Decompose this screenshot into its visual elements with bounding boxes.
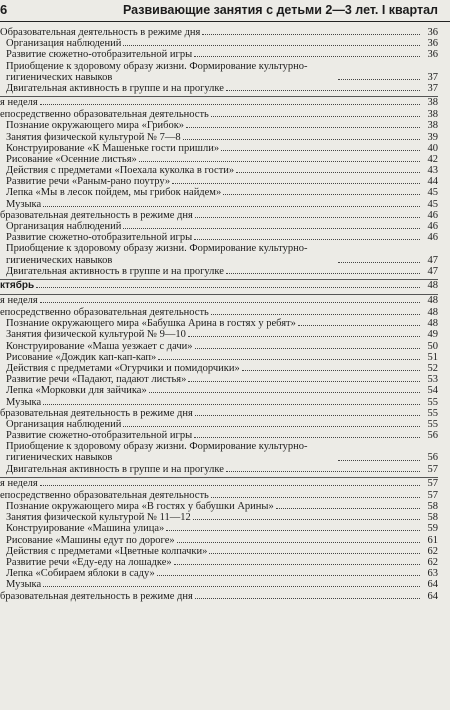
toc-entry-title: бразовательная деятельность в режиме дня xyxy=(0,407,193,419)
toc-entry xyxy=(0,523,438,534)
toc-entry-page: 55 xyxy=(427,396,438,408)
dot-leader xyxy=(157,575,420,576)
toc-entry xyxy=(0,318,438,329)
dot-leader xyxy=(194,56,420,57)
toc-entry xyxy=(0,266,438,277)
toc-entry xyxy=(0,61,438,83)
toc-entry-page: 37 xyxy=(427,82,438,94)
toc-entry-title: Конструирование «К Машеньке гости пришли» xyxy=(6,142,220,154)
toc-entry-title: Занятия физической культурой № 9—10 xyxy=(6,329,186,341)
toc-entry-title: Развитие речи «Раным-рано поутру» xyxy=(6,176,171,188)
toc-entry xyxy=(0,329,438,340)
toc-entry-title: Развитие сюжетно-отобразительной игры xyxy=(6,430,193,442)
toc-entry-page: 55 xyxy=(427,407,438,419)
toc-entry-page: 46 xyxy=(427,221,438,233)
toc-entry xyxy=(0,374,438,385)
dot-leader xyxy=(193,519,420,520)
toc-entry-title: Лепка «Мы в лесок пойдем, мы грибок найдем» xyxy=(6,187,222,199)
toc-entry-page: 57 xyxy=(427,463,438,475)
dot-leader xyxy=(194,437,420,438)
dot-leader xyxy=(40,302,420,303)
toc-entry-title: Действия с предметами «Огурчики и помидорчики» xyxy=(6,362,240,374)
toc-entry xyxy=(0,568,438,579)
dot-leader xyxy=(338,79,420,80)
dot-leader xyxy=(43,586,420,587)
toc-entry-title: Музыка xyxy=(6,396,42,408)
toc-entry-page: 58 xyxy=(427,501,438,513)
dot-leader xyxy=(236,172,420,173)
toc-entry-title: Приобщение к здоровому образу жизни. Формирование культурно-гигиенических навыков xyxy=(6,441,308,464)
toc-entry xyxy=(0,535,438,546)
toc-entry-title: Развитие сюжетно-отобразительной игры xyxy=(6,49,193,61)
toc-entry-page: 48 xyxy=(427,280,438,291)
toc-entry-title: бразовательная деятельность в режиме дня xyxy=(0,590,193,602)
toc-entry xyxy=(0,397,438,408)
toc-entry xyxy=(0,27,438,38)
dot-leader xyxy=(211,314,420,315)
toc-entry-title: епосредственно образовательная деятельность xyxy=(0,109,209,121)
dot-leader xyxy=(338,460,420,461)
dot-leader xyxy=(209,553,420,554)
toc-entry xyxy=(0,279,438,292)
toc-entry xyxy=(0,96,438,109)
dot-leader xyxy=(202,34,420,35)
running-title: Развивающие занятия с детьми 2—3 лет. I квартал xyxy=(122,3,438,17)
dot-leader xyxy=(188,336,420,337)
toc-entry-title: Конструирование «Маша уезжает с дачи» xyxy=(6,340,193,352)
toc-entry-title: я неделя xyxy=(0,295,38,306)
toc-entry-title: Лепка «Морковки для зайчика» xyxy=(6,385,147,397)
toc-entry-page: 36 xyxy=(427,27,438,38)
toc-entry-page: 47 xyxy=(427,254,438,266)
toc-entry xyxy=(0,477,438,490)
toc-entry-title: Организация наблюдений xyxy=(6,418,122,430)
toc-entry-title: Приобщение к здоровому образу жизни. Формирование культурно-гигиенических навыков xyxy=(6,243,308,266)
toc-entry-title: Познание окружающего мира «Грибок» xyxy=(6,120,185,132)
toc-entry-page: 61 xyxy=(427,534,438,546)
toc-entry xyxy=(0,38,438,49)
toc-entry xyxy=(0,341,438,352)
toc-entry xyxy=(0,187,438,198)
toc-entry-page: 53 xyxy=(427,374,438,386)
dot-leader xyxy=(40,485,420,486)
toc-entry-page: 38 xyxy=(427,120,438,132)
dot-leader xyxy=(298,325,420,326)
toc-entry-page: 48 xyxy=(427,307,438,318)
dot-leader xyxy=(174,564,420,565)
toc-entry-page: 64 xyxy=(427,590,438,602)
toc-entry-page: 57 xyxy=(427,477,438,489)
toc-entry xyxy=(0,154,438,165)
toc-entry-page: 46 xyxy=(427,209,438,221)
toc-entry-title: ктябрь xyxy=(0,280,35,291)
dot-leader xyxy=(276,508,420,509)
toc-entry-page: 54 xyxy=(427,385,438,397)
dot-leader xyxy=(123,228,420,229)
dot-leader xyxy=(226,471,420,472)
toc-entry xyxy=(0,419,438,430)
toc-entry-page: 49 xyxy=(427,329,438,341)
toc-entry-page: 64 xyxy=(427,579,438,591)
toc-entry-title: Организация наблюдений xyxy=(6,38,122,50)
dot-leader xyxy=(211,116,420,117)
toc-entry-title: Действия с предметами «Поехала куколка в гости» xyxy=(6,165,235,177)
toc-entry-page: 63 xyxy=(427,568,438,580)
toc-entry xyxy=(0,165,438,176)
toc-entry xyxy=(0,307,438,318)
toc-entry-page: 59 xyxy=(427,523,438,535)
toc-entry-page: 52 xyxy=(427,362,438,374)
page-number: 6 xyxy=(0,2,8,17)
dot-leader xyxy=(221,150,420,151)
toc-entry-title: Музыка xyxy=(6,198,42,210)
toc-entry-title: Двигательная активность в группе и на прогулке xyxy=(6,463,224,475)
toc-entry xyxy=(0,557,438,568)
toc-entry-page: 51 xyxy=(427,351,438,363)
toc-entry-page: 36 xyxy=(427,38,438,50)
toc-entry-page: 48 xyxy=(427,318,438,330)
toc-entry xyxy=(0,210,438,221)
toc-entry xyxy=(0,221,438,232)
toc-entry-page: 40 xyxy=(427,142,438,154)
toc-entry xyxy=(0,143,438,154)
toc-entry-title: Познание окружающего мира «Бабушка Арина в гостях у ребят» xyxy=(6,318,296,330)
dot-leader xyxy=(43,206,420,207)
dot-leader xyxy=(226,273,420,274)
toc-entry-page: 45 xyxy=(427,198,438,210)
toc-entry xyxy=(0,199,438,210)
toc-entry-title: Развитие речи «Падают, падают листья» xyxy=(6,374,187,386)
toc-entry-title: Образовательная деятельность в режиме дня xyxy=(0,27,201,38)
toc-entry xyxy=(0,546,438,557)
toc-entry-title: Лепка «Собираем яблоки в саду» xyxy=(6,568,155,580)
toc-entry-title: епосредственно образовательная деятельность xyxy=(0,489,209,501)
toc-entry-title: Развитие речи «Еду-еду на лошадке» xyxy=(6,556,172,568)
toc-entry-page: 62 xyxy=(427,545,438,557)
toc-entry-page: 57 xyxy=(427,489,438,501)
toc-entry-title: епосредственно образовательная деятельность xyxy=(0,307,209,318)
toc-entry xyxy=(0,352,438,363)
toc-entry xyxy=(0,430,438,441)
toc-entry-page: 56 xyxy=(427,430,438,442)
toc-entry-title: Действия с предметами «Цветные колпачки» xyxy=(6,545,208,557)
dot-leader xyxy=(172,183,420,184)
toc-entry-page: 46 xyxy=(427,232,438,244)
page-header xyxy=(0,0,450,22)
toc-entry-page: 38 xyxy=(427,109,438,121)
dot-leader xyxy=(338,262,420,263)
toc-entry xyxy=(0,243,438,265)
toc-entry-title: я неделя xyxy=(0,477,38,489)
toc-entry-page: 37 xyxy=(427,71,438,83)
toc-entry-title: Рисование «Осенние листья» xyxy=(6,153,137,165)
toc-entry xyxy=(0,176,438,187)
toc-entry xyxy=(0,512,438,523)
toc-entry-page: 47 xyxy=(427,265,438,277)
toc-entry-page: 45 xyxy=(427,187,438,199)
toc-entry xyxy=(0,294,438,307)
dot-leader xyxy=(158,359,420,360)
toc-entry-title: Конструирование «Машина улица» xyxy=(6,523,165,535)
toc-entry xyxy=(0,441,438,463)
toc-entry xyxy=(0,579,438,590)
dot-leader xyxy=(36,287,420,288)
toc-entry-title: Занятия физической культурой № 7—8 xyxy=(6,131,181,143)
toc-entry-page: 42 xyxy=(427,153,438,165)
toc-entry-title: я неделя xyxy=(0,97,38,109)
toc-entry-page: 43 xyxy=(427,165,438,177)
table-of-contents xyxy=(0,27,438,602)
toc-entry xyxy=(0,120,438,131)
toc-entry-title: бразовательная деятельность в режиме дня xyxy=(0,209,193,221)
toc-entry-title: Рисование «Машины едут по дороге» xyxy=(6,534,175,546)
toc-entry-title: Рисование «Дождик кап-кап-кап» xyxy=(6,351,157,363)
toc-entry xyxy=(0,464,438,475)
toc-entry-page: 50 xyxy=(427,340,438,352)
dot-leader xyxy=(195,217,420,218)
dot-leader xyxy=(177,542,420,543)
toc-entry xyxy=(0,109,438,120)
dot-leader xyxy=(40,104,420,105)
dot-leader xyxy=(194,239,420,240)
toc-entry-title: Двигательная активность в группе и на прогулке xyxy=(6,265,224,277)
toc-entry-page: 36 xyxy=(427,49,438,61)
dot-leader xyxy=(183,139,420,140)
toc-entry-page: 58 xyxy=(427,512,438,524)
dot-leader xyxy=(242,370,420,371)
dot-leader xyxy=(223,194,420,195)
toc-entry xyxy=(0,385,438,396)
dot-leader xyxy=(123,45,420,46)
toc-entry-title: Занятия физической культурой № 11—12 xyxy=(6,512,191,524)
toc-entry-page: 38 xyxy=(427,97,438,109)
toc-entry-page: 55 xyxy=(427,418,438,430)
toc-entry-page: 62 xyxy=(427,556,438,568)
dot-leader xyxy=(211,497,420,498)
toc-entry-title: Приобщение к здоровому образу жизни. Формирование культурно-гигиенических навыков xyxy=(6,60,308,83)
toc-entry xyxy=(0,408,438,419)
toc-entry-title: Музыка xyxy=(6,579,42,591)
toc-entry-page: 39 xyxy=(427,131,438,143)
dot-leader xyxy=(123,426,420,427)
toc-entry xyxy=(0,591,438,602)
dot-leader xyxy=(43,404,420,405)
dot-leader xyxy=(195,415,420,416)
dot-leader xyxy=(195,348,421,349)
toc-entry-page: 56 xyxy=(427,452,438,464)
dot-leader xyxy=(195,598,420,599)
toc-entry xyxy=(0,501,438,512)
toc-entry xyxy=(0,83,438,94)
dot-leader xyxy=(149,392,420,393)
dot-leader xyxy=(186,127,420,128)
toc-entry-title: Развитие сюжетно-отобразительной игры xyxy=(6,232,193,244)
toc-entry xyxy=(0,363,438,374)
dot-leader xyxy=(166,530,420,531)
toc-entry xyxy=(0,49,438,60)
toc-entry-title: Двигательная активность в группе и на прогулке xyxy=(6,82,224,94)
toc-entry xyxy=(0,132,438,143)
toc-entry-page: 48 xyxy=(427,295,438,306)
toc-entry xyxy=(0,232,438,243)
dot-leader xyxy=(226,90,420,91)
toc-entry-page: 44 xyxy=(427,176,438,188)
toc-entry xyxy=(0,490,438,501)
dot-leader xyxy=(188,381,420,382)
dot-leader xyxy=(139,161,420,162)
toc-entry-title: Организация наблюдений xyxy=(6,221,122,233)
toc-entry-title: Познание окружающего мира «В гостях у бабушки Арины» xyxy=(6,501,274,513)
